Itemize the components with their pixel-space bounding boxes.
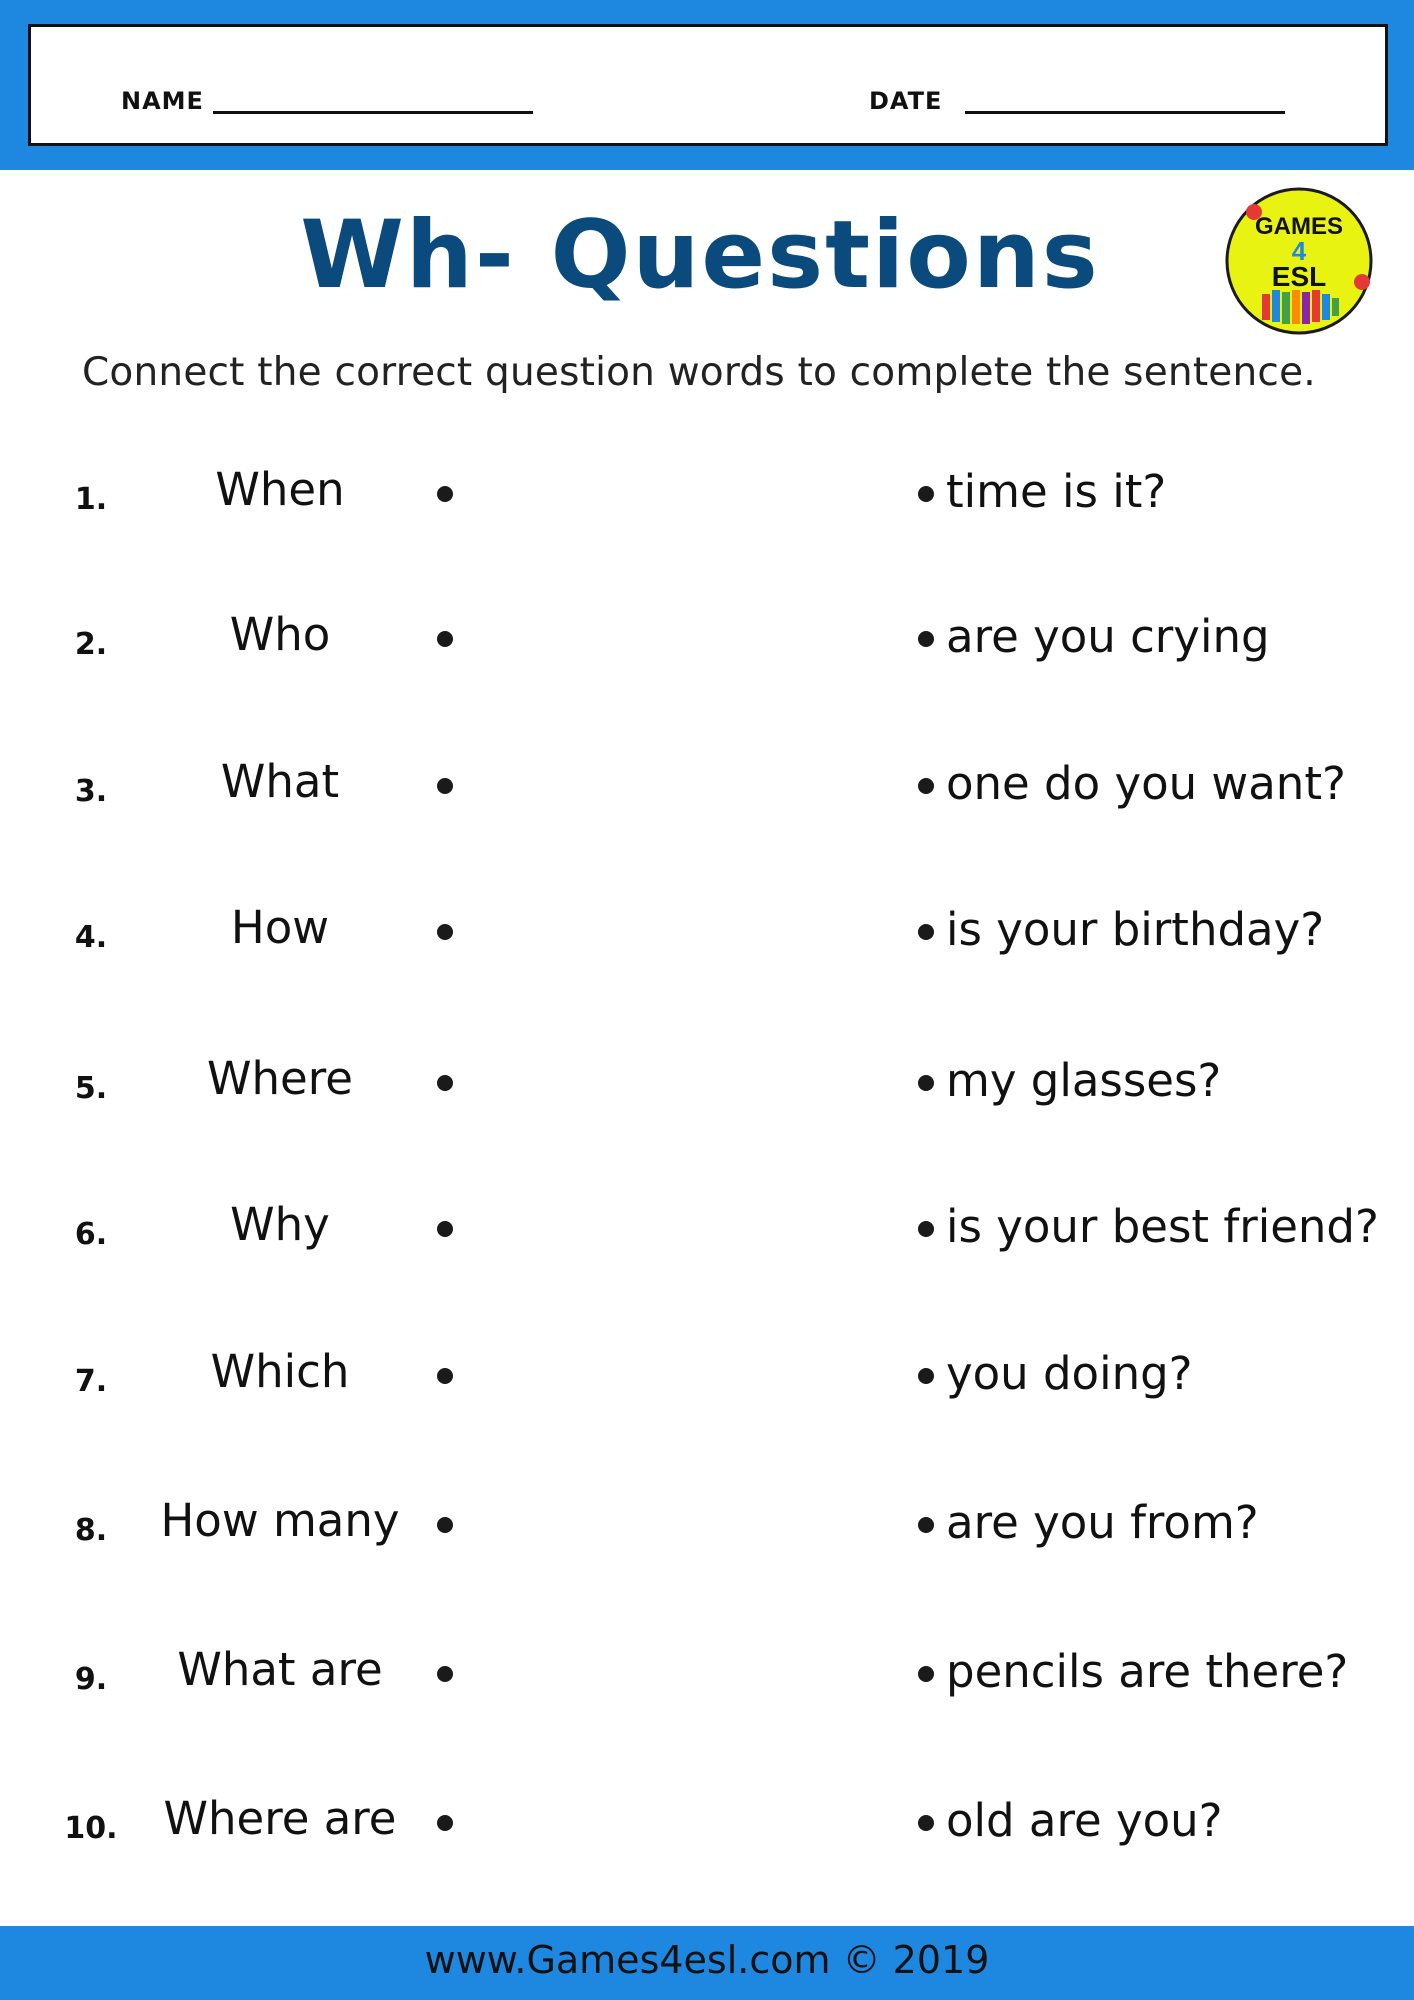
left-connect-dot[interactable] — [437, 1221, 453, 1237]
games4esl-logo — [1224, 186, 1374, 336]
sentence-ending: is your birthday? — [946, 903, 1325, 956]
question-word: What — [220, 755, 340, 808]
logo-text-4: 4 — [1291, 236, 1307, 266]
right-connect-dot[interactable] — [918, 1815, 934, 1831]
question-word: Which — [210, 1345, 350, 1398]
item-number: 6. — [74, 1217, 108, 1252]
left-connect-dot[interactable] — [437, 631, 453, 647]
item-number: 10. — [64, 1811, 118, 1846]
exercise-row — [0, 1049, 1414, 1129]
date-label: DATE — [869, 87, 943, 115]
item-number: 5. — [74, 1071, 108, 1106]
logo-text-esl: ESL — [1271, 261, 1327, 292]
sentence-ending: my glasses? — [946, 1054, 1222, 1107]
item-number: 7. — [74, 1364, 108, 1399]
item-number: 9. — [74, 1662, 108, 1697]
question-word: Where — [207, 1052, 353, 1105]
item-number: 8. — [74, 1513, 108, 1548]
exercise-row — [0, 752, 1414, 832]
sentence-ending: pencils are there? — [946, 1645, 1349, 1698]
sentence-ending: are you crying — [946, 610, 1270, 663]
name-label: NAME — [121, 87, 204, 115]
page-title: Wh- Questions — [300, 201, 1100, 310]
right-connect-dot[interactable] — [918, 924, 934, 940]
exercise-row — [0, 1342, 1414, 1422]
sentence-ending: you doing? — [946, 1347, 1193, 1400]
exercise-row — [0, 1491, 1414, 1571]
left-connect-dot[interactable] — [437, 1075, 453, 1091]
question-word: How — [230, 901, 330, 954]
left-connect-dot[interactable] — [437, 924, 453, 940]
right-connect-dot[interactable] — [918, 1666, 934, 1682]
question-word: Where are — [163, 1792, 397, 1845]
sentence-ending: old are you? — [946, 1794, 1223, 1847]
left-connect-dot[interactable] — [437, 486, 453, 502]
item-number: 3. — [74, 774, 108, 809]
exercise-row — [0, 605, 1414, 685]
header-band — [0, 0, 1414, 170]
item-number: 1. — [74, 482, 108, 517]
sentence-ending: are you from? — [946, 1496, 1259, 1549]
exercise-row — [0, 460, 1414, 540]
question-word: When — [215, 463, 345, 516]
name-date-box — [28, 24, 1388, 146]
right-connect-dot[interactable] — [918, 1075, 934, 1091]
item-number: 2. — [74, 627, 108, 662]
left-connect-dot[interactable] — [437, 1666, 453, 1682]
footer-band — [0, 1926, 1414, 2000]
sentence-ending: is your best friend? — [946, 1200, 1379, 1253]
right-connect-dot[interactable] — [918, 631, 934, 647]
sentence-ending: time is it? — [946, 465, 1167, 518]
date-field[interactable] — [965, 111, 1285, 114]
footer-text: www.Games4esl.com © 2019 — [424, 1938, 990, 1982]
question-word: How many — [160, 1494, 400, 1547]
instructions: Connect the correct question words to complete the sentence. — [82, 350, 1316, 395]
left-connect-dot[interactable] — [437, 1368, 453, 1384]
right-connect-dot[interactable] — [918, 1221, 934, 1237]
name-field[interactable] — [213, 111, 533, 114]
left-connect-dot[interactable] — [437, 778, 453, 794]
left-connect-dot[interactable] — [437, 1517, 453, 1533]
question-word: Who — [229, 608, 331, 661]
right-connect-dot[interactable] — [918, 486, 934, 502]
question-word: What are — [177, 1643, 383, 1696]
right-connect-dot[interactable] — [918, 778, 934, 794]
right-connect-dot[interactable] — [918, 1368, 934, 1384]
left-connect-dot[interactable] — [437, 1815, 453, 1831]
logo-text-games: GAMES — [1254, 213, 1344, 240]
sentence-ending: one do you want? — [946, 757, 1346, 810]
exercise-row — [0, 1789, 1414, 1869]
item-number: 4. — [74, 920, 108, 955]
question-word: Why — [230, 1198, 330, 1251]
exercise-row — [0, 898, 1414, 978]
right-connect-dot[interactable] — [918, 1517, 934, 1533]
exercise-row — [0, 1195, 1414, 1275]
exercise-row — [0, 1640, 1414, 1720]
